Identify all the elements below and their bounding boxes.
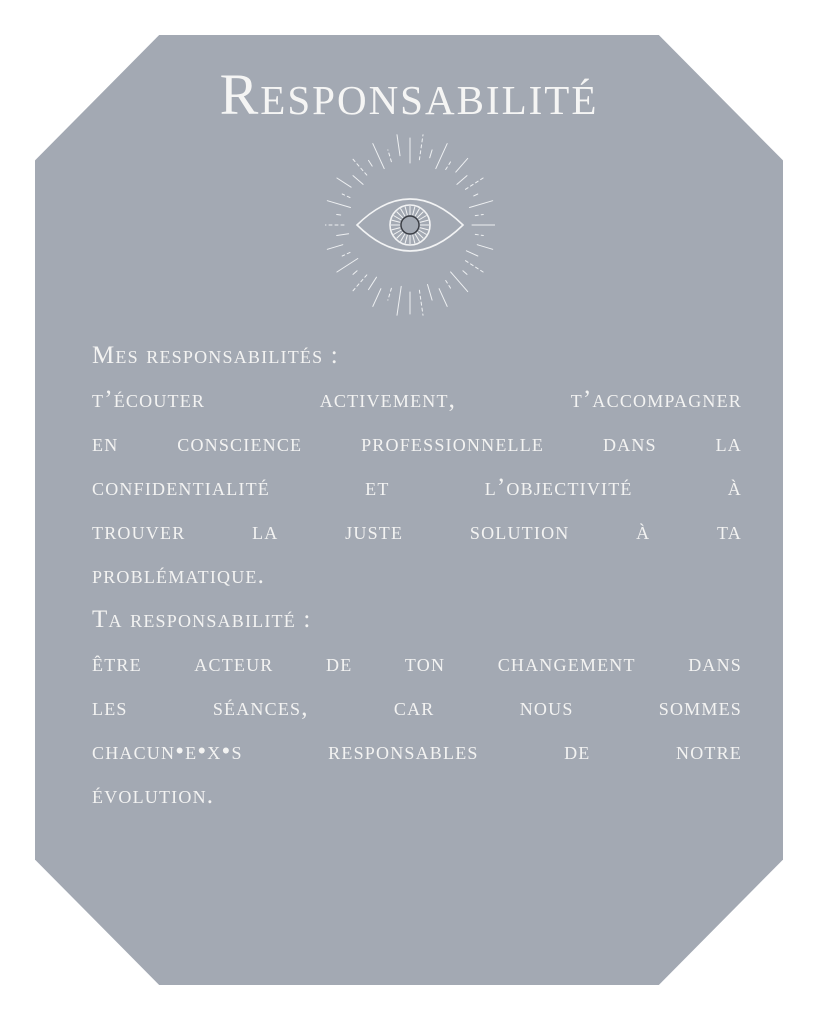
text-line: évolution. [92, 782, 215, 809]
heading-your-responsibility: Ta responsabilité : [92, 606, 312, 633]
text-line: confidentialité et l’objectivité à [92, 474, 742, 501]
heading-my-responsibilities: Mes responsabilités : [92, 342, 339, 369]
eye-icon [325, 128, 495, 318]
text-line: t’écouter activement, t’accompagner [92, 386, 742, 413]
text-line: les séances, car nous sommes [92, 694, 742, 721]
page-title: Responsabilité [219, 62, 599, 127]
text-line: chacun•e•x•s responsables de notre [92, 738, 742, 765]
body-text [92, 334, 742, 818]
text-line: en conscience professionnelle dans la [92, 430, 742, 457]
text-line: trouver la juste solution à ta [92, 518, 742, 545]
text-line: être acteur de ton changement dans [92, 650, 742, 677]
text-line: problématique. [92, 562, 266, 589]
